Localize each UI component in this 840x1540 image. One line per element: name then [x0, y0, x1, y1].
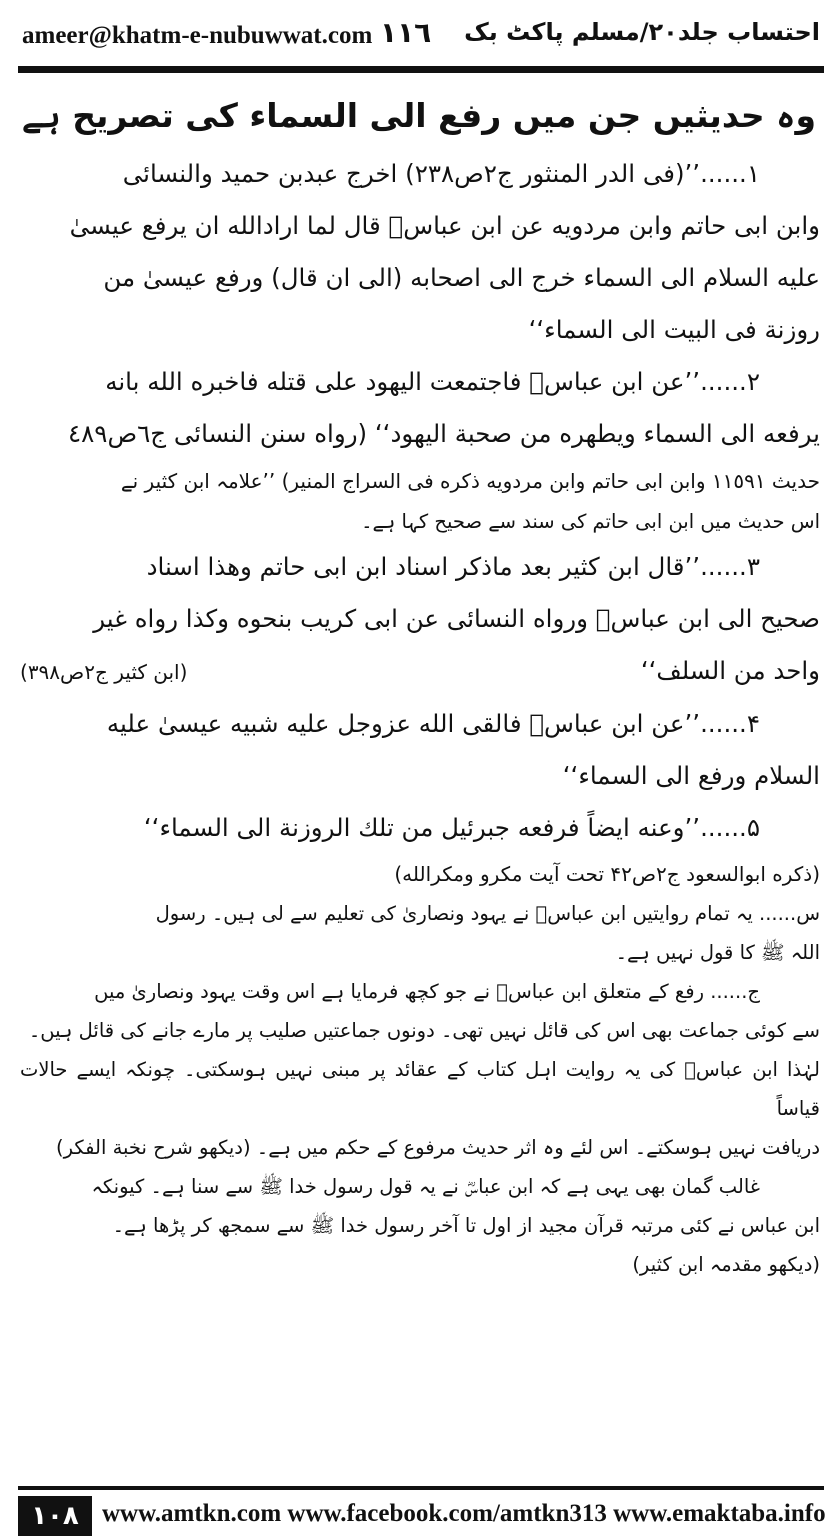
text-line: یرفعه الی السماء ویطهره من صحبة الیهود‘‘ (رواه سنن النسائی ج٦ص٤٨٩	[67, 419, 820, 448]
text-line: السلام ورفع الی السماء‘‘	[562, 761, 820, 790]
header-book-title: احتساب جلد۲۰/مسلم پاکٹ بک	[464, 18, 820, 46]
header-email[interactable]: ameer@khatm-e-nubuwwat.com	[22, 22, 373, 49]
hadith-3	[20, 541, 820, 698]
header-page-number: ١١٦	[380, 16, 432, 49]
text-line: س...... یہ تمام روایتیں ابن عباسؓ نے یہود ونصاریٰ کی تعلیم سے لی ہیں۔ رسول	[155, 902, 820, 925]
footer-links[interactable]: www.amtkn.com www.facebook.com/amtkn313 www.emaktaba.info	[102, 1500, 826, 1527]
footer-page-number: ١٠٨	[18, 1496, 92, 1536]
source-reference: (دیکھو مقدمہ ابن کثیر)	[632, 1253, 820, 1276]
source-reference: (ذکره ابوالسعود ج۲ص۴۲ تحت آیت مکرو ومکرالله)	[394, 862, 820, 886]
page-footer	[18, 1486, 824, 1534]
answer-block	[20, 972, 820, 1284]
question-block	[20, 894, 820, 972]
text-line-with-reference	[20, 645, 820, 698]
text-line: حدیث ١١٥٩١ وابن ابی حاتم وابن مردویه ذکره فی السراج المنیر) ’’علامہ ابن کثیر نے	[120, 469, 820, 493]
source-reference: (ابن کثیر ج۲ص۳۹۸)	[20, 660, 188, 684]
text-line: ۲......’’عن ابن عباسؓ فاجتمعت الیهود علی قتله فاخبره الله بانه	[105, 367, 760, 396]
hadith-1	[20, 148, 820, 356]
text-line: ابن عباس نے کئی مرتبہ قرآن مجید از اول تا آخر رسول خدا ﷺ سے سمجھ کر پڑھا ہے۔	[112, 1214, 820, 1237]
text-line: لہٰذا ابن عباسؓ کی یہ روایت اہل کتاب کے عقائد پر مبنی نہیں ہوسکتی۔ چونکہ ایسے حالات قیاساً	[20, 1058, 820, 1120]
text-line: ۳......’’قال ابن کثیر بعد ماذکر اسناد ابن ابی حاتم وهذا اسناد	[146, 552, 760, 581]
text-line: ۱......’’(فی الدر المنثور ج۲ص۲۳۸) اخرج عبدبن حمید والنسائی	[122, 159, 760, 188]
text-line: وابن ابی حاتم وابن مردویه عن ابن عباسؓ قال لما ارادالله ان یرفع عیسیٰ	[69, 211, 820, 240]
hadith-5	[20, 802, 820, 894]
text-line: غالب گمان بھی یہی ہے کہ ابن عباسؓ نے یہ قول رسول خدا ﷺ سے سنا ہے۔ کیونکہ	[91, 1175, 760, 1198]
header-rule	[18, 66, 824, 73]
hadith-4	[20, 698, 820, 802]
page-content	[20, 84, 820, 1284]
text-line: علیه السلام الی السماء خرج الی اصحابه (الی ان قال) ورفع عیسیٰ من	[103, 263, 820, 292]
text-line: ج...... رفع کے متعلق ابن عباسؓ نے جو کچھ فرمایا ہے اس وقت یہود ونصاریٰ میں	[94, 980, 760, 1003]
text-line: واحد من السلف‘‘	[640, 656, 820, 685]
section-heading: وہ حدیثیں جن میں رفع الی السماء کی تصریح ہے	[22, 96, 816, 135]
text-line: صحیح الی ابن عباسؓ ورواه النسائی عن ابی کریب بنحوه وکذا رواه غیر	[93, 604, 820, 633]
hadith-2	[20, 356, 820, 541]
text-line: روزنة فی البیت الی السماء‘‘	[528, 315, 820, 344]
text-line: اس حدیث میں ابن ابی حاتم کی سند سے صحیح کہا ہے۔	[361, 510, 820, 533]
text-line: دریافت نہیں ہوسکتے۔ اس لئے وہ اثر حدیث مرفوع کے حکم میں ہے۔ (دیکھو شرح نخبة الفکر)	[56, 1136, 820, 1159]
page-header	[0, 0, 840, 76]
text-line: اللہ ﷺ کا قول نہیں ہے۔	[615, 941, 820, 964]
text-line: سے کوئی جماعت بھی اس کی قائل نہیں تھی۔ دونوں جماعتیں صلیب پر مارے جانے کی قائل ہیں۔	[28, 1019, 820, 1042]
text-line: ۴......’’عن ابن عباسؓ فالقی الله عزوجل علیه شبیه عیسیٰ علیه	[106, 709, 760, 738]
text-line: ۵......’’وعنه ایضاً فرفعه جبرئیل من تلك الروزنة الی السماء‘‘	[143, 813, 760, 842]
